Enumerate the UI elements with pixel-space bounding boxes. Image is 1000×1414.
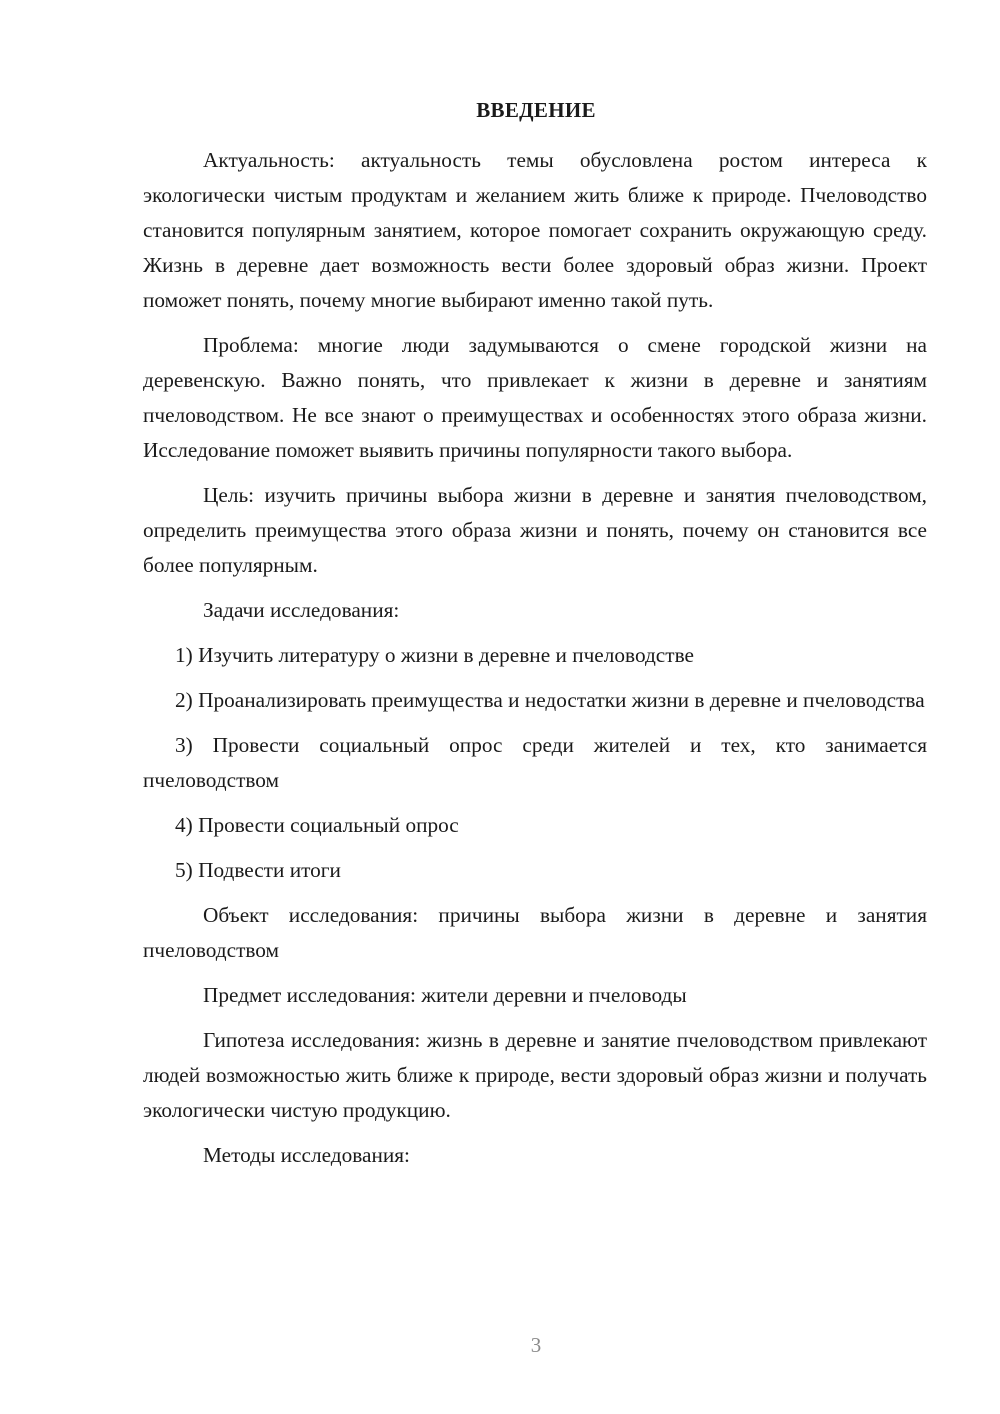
task-item-1: 1) Изучить литературу о жизни в деревне и пчеловодстве <box>175 643 694 667</box>
page-title: ВВЕДЕНИЕ <box>476 98 596 122</box>
paragraph-problem: Проблема: многие люди задумываются о смене городской жизни на деревенскую. Важно понять, что привлекает к жизни в деревне и занятиям пчеловодством. Не все знают о преимуществах и особенностях этого образа жизни. Исследование поможет выявить причины популярности такого выбора. <box>143 333 927 462</box>
task-item-3: 3) Провести социальный опрос среди жителей и тех, кто занимается пчеловодством <box>143 733 927 792</box>
task-item-2: 2) Проанализировать преимущества и недостатки жизни в деревне и пчеловодства <box>175 688 925 712</box>
paragraph-relevance: Актуальность: актуальность темы обусловлена ростом интереса к экологически чистым продуктам и желанием жить ближе к природе. Пчеловодство становится популярным занятием, которое помогает сохранить окружающую среду. Жизнь в деревне дает возможность вести более здоровый образ жизни. Проект поможет понять, почему многие выбирают именно такой путь. <box>143 148 927 312</box>
task-item-4: 4) Провести социальный опрос <box>175 813 459 837</box>
page-number: 3 <box>530 1333 542 1357</box>
paragraph-goal: Цель: изучить причины выбора жизни в деревне и занятия пчеловодством, определить преимущества этого образа жизни и понять, почему он становится все более популярным. <box>143 483 927 577</box>
task-item-5: 5) Подвести итоги <box>175 858 341 882</box>
paragraph-subject: Предмет исследования: жители деревни и пчеловоды <box>203 983 687 1007</box>
tasks-heading: Задачи исследования: <box>203 598 400 622</box>
methods-heading: Методы исследования: <box>203 1143 410 1167</box>
document-body <box>143 143 927 1183</box>
paragraph-hypothesis: Гипотеза исследования: жизнь в деревне и занятие пчеловодством привлекают людей возможностью жить ближе к природе, вести здоровый образ жизни и получать экологически чистую продукцию. <box>143 1028 927 1122</box>
paragraph-object: Объект исследования: причины выбора жизни в деревне и занятия пчеловодством <box>143 903 927 962</box>
